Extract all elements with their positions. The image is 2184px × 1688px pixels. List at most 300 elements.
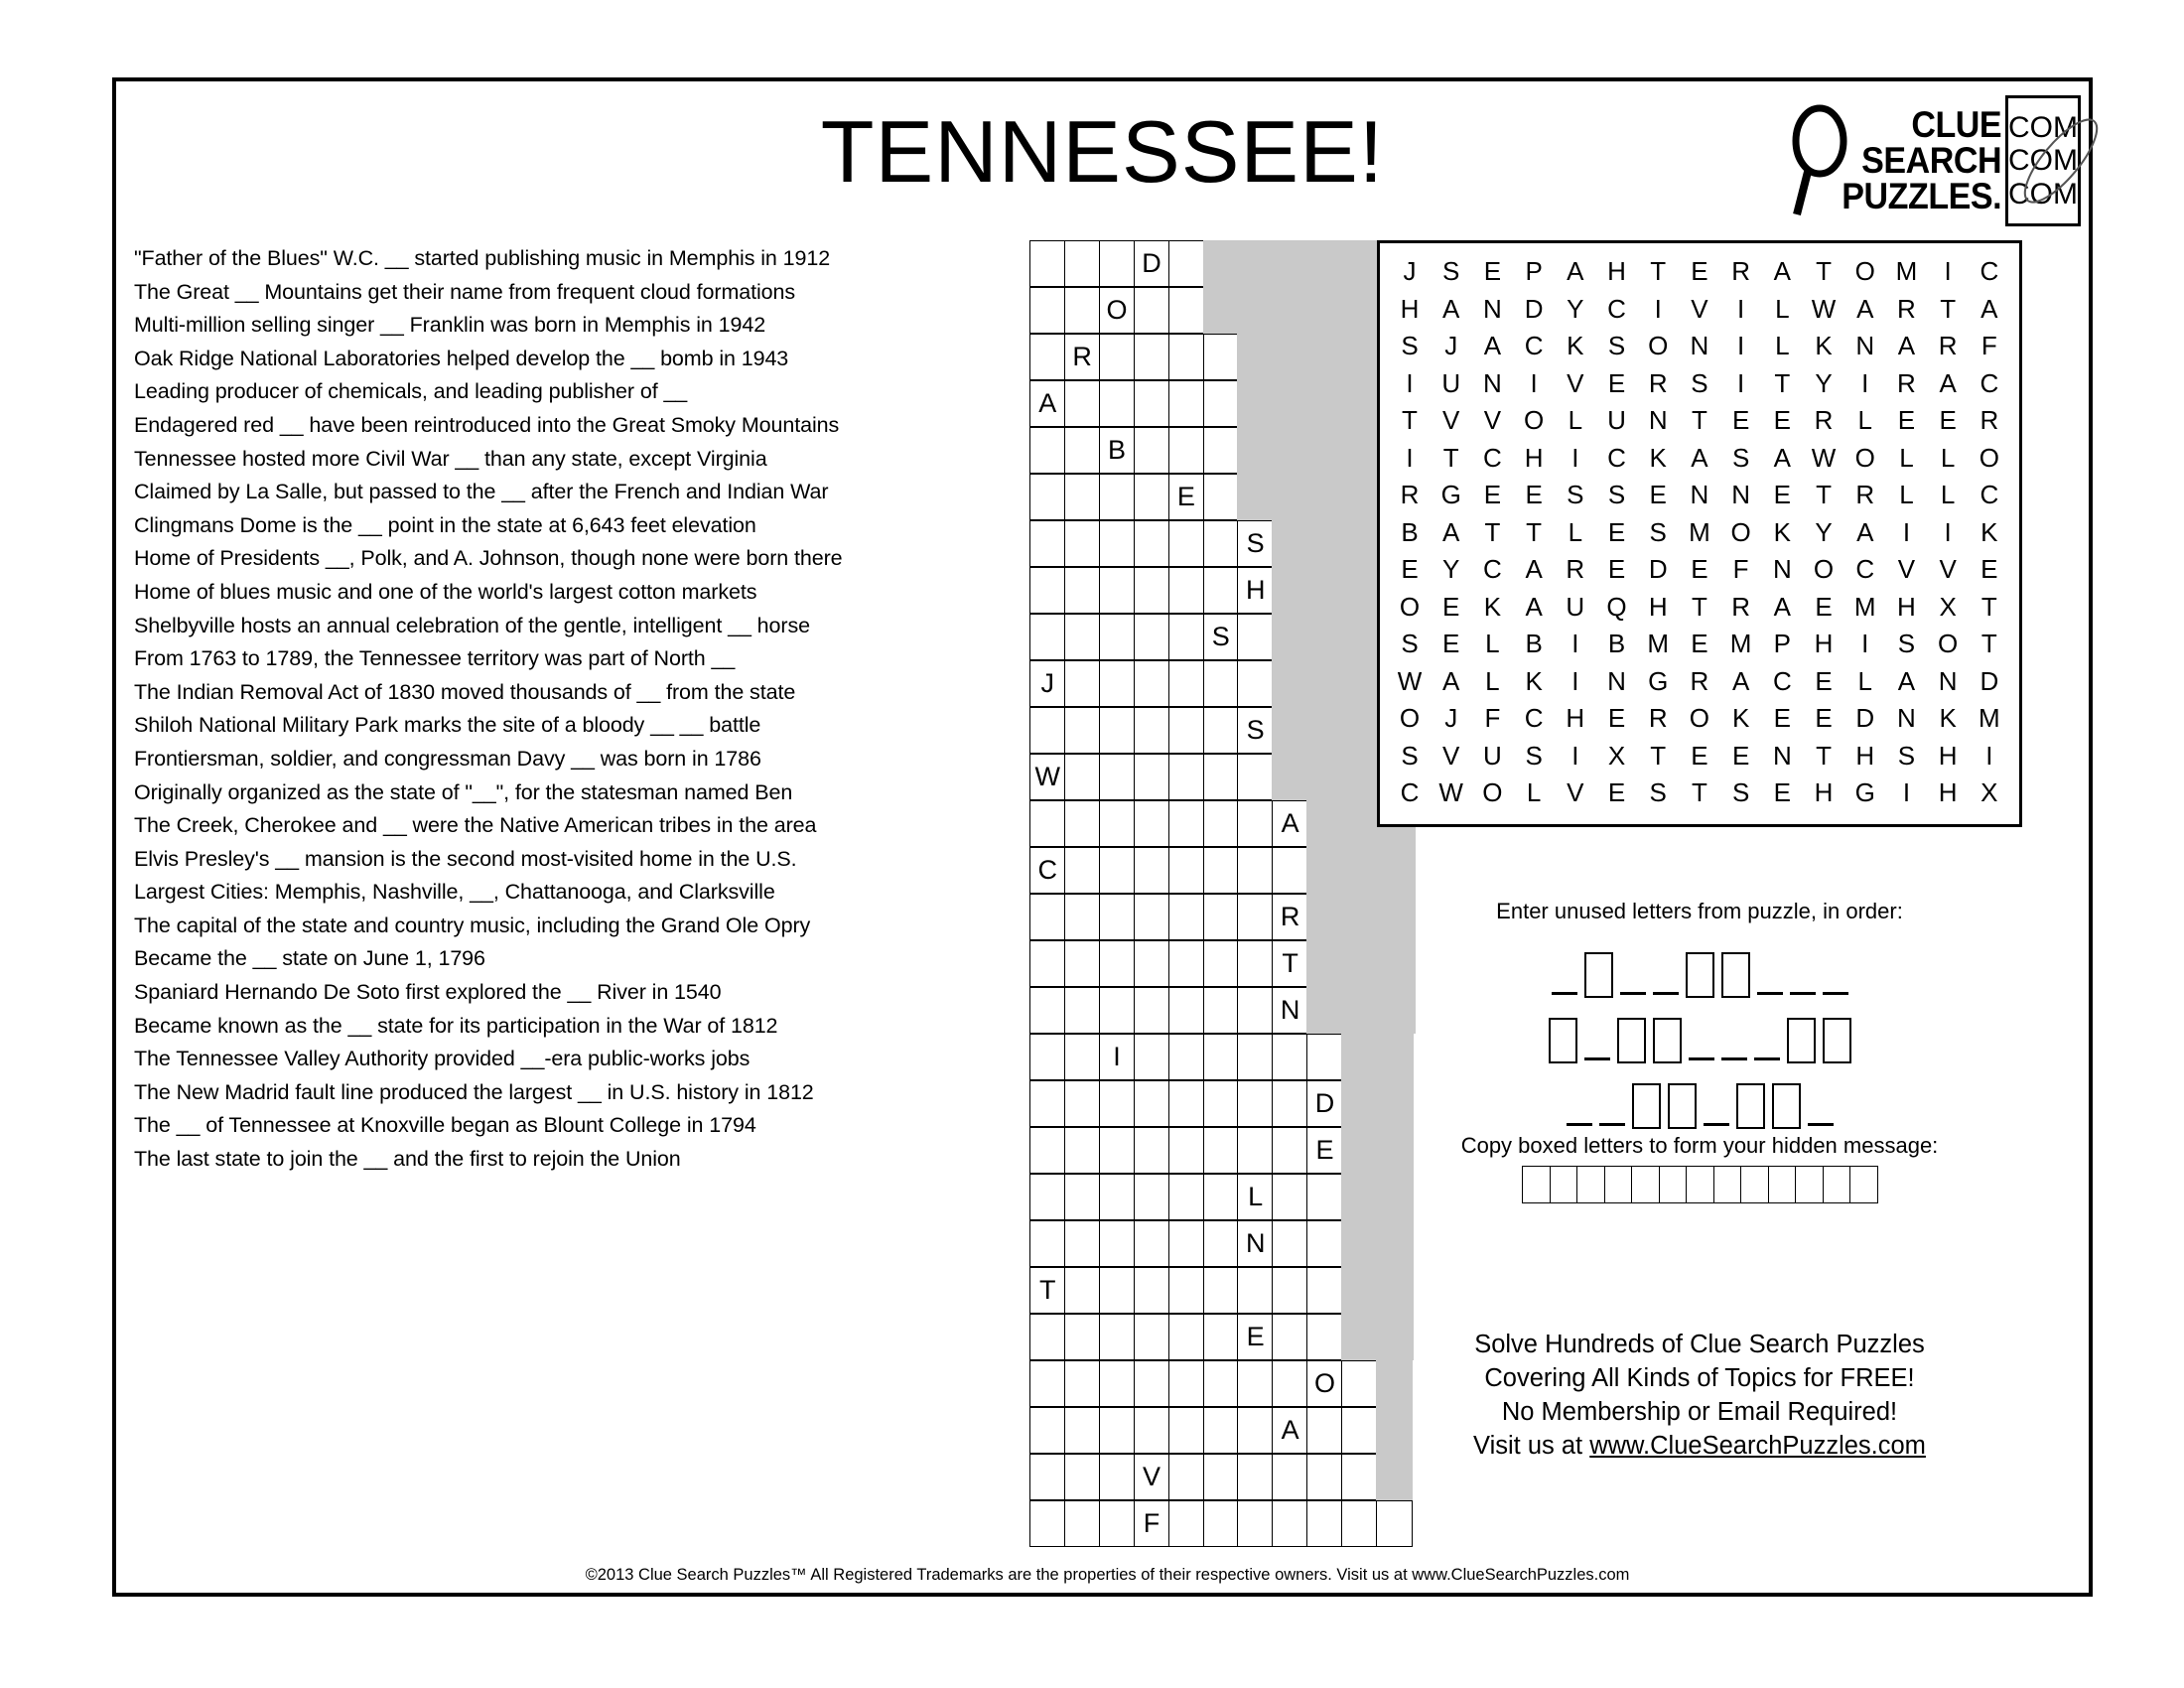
crossword-cell[interactable]: [1134, 474, 1170, 520]
unused-letter-boxed-slot[interactable]: [1721, 952, 1750, 998]
word-search-grid[interactable]: [1377, 240, 2022, 827]
crossword-cell[interactable]: [1203, 894, 1240, 940]
crossword-cell[interactable]: E: [1168, 474, 1205, 520]
word-search-letter[interactable]: L: [1899, 442, 1914, 473]
word-search-letter[interactable]: O: [1648, 331, 1669, 361]
word-search-letter[interactable]: E: [1607, 703, 1626, 734]
crossword-cell[interactable]: [1306, 1454, 1343, 1500]
word-search-letter[interactable]: E: [1815, 703, 1833, 734]
word-search-letter[interactable]: A: [1773, 256, 1791, 287]
crossword-cell[interactable]: [1064, 427, 1101, 474]
hidden-message-cell[interactable]: [1823, 1166, 1851, 1203]
word-search-letter[interactable]: N: [1772, 740, 1792, 771]
crossword-cell[interactable]: V: [1134, 1454, 1170, 1500]
unused-letter-blank-slot[interactable]: [1823, 992, 1848, 995]
word-search-letter[interactable]: N: [1690, 480, 1709, 510]
crossword-cell[interactable]: [1168, 800, 1205, 847]
word-search-letter[interactable]: L: [1857, 665, 1872, 696]
word-search-letter[interactable]: C: [1483, 442, 1502, 473]
crossword-cell[interactable]: [1306, 1267, 1343, 1314]
word-search-letter[interactable]: W: [1438, 777, 1463, 808]
word-search-letter[interactable]: M: [1689, 516, 1710, 547]
crossword-cell[interactable]: [1064, 287, 1101, 334]
crossword-cell[interactable]: [1134, 800, 1170, 847]
crossword-cell[interactable]: [1099, 1220, 1136, 1267]
word-search-letter[interactable]: E: [1691, 256, 1708, 287]
crossword-cell[interactable]: [1134, 1314, 1170, 1360]
crossword-cell[interactable]: [1029, 427, 1066, 474]
crossword-cell[interactable]: [1064, 1080, 1101, 1127]
word-search-letter[interactable]: A: [1773, 591, 1791, 622]
crossword-cell[interactable]: [1272, 1267, 1308, 1314]
crossword-grid[interactable]: [1029, 240, 1421, 1547]
word-search-letter[interactable]: E: [1773, 405, 1791, 436]
word-search-letter[interactable]: P: [1525, 256, 1543, 287]
crossword-cell[interactable]: [1029, 1500, 1066, 1547]
crossword-cell[interactable]: [1064, 520, 1101, 567]
crossword-cell[interactable]: [1134, 427, 1170, 474]
unused-letter-boxed-slot[interactable]: [1668, 1083, 1697, 1129]
word-search-letter[interactable]: B: [1525, 629, 1543, 659]
unused-letter-blank-slot[interactable]: [1552, 992, 1577, 995]
word-search-letter[interactable]: I: [1861, 629, 1869, 659]
word-search-letter[interactable]: U: [1566, 591, 1585, 622]
crossword-cell[interactable]: [1168, 660, 1205, 707]
word-search-letter[interactable]: C: [1979, 367, 1999, 398]
word-search-letter[interactable]: R: [1814, 405, 1834, 436]
word-search-letter[interactable]: R: [1400, 480, 1420, 510]
word-search-letter[interactable]: E: [1483, 480, 1502, 510]
word-search-letter[interactable]: E: [1897, 405, 1916, 436]
word-search-letter[interactable]: C: [1979, 256, 1999, 287]
crossword-cell[interactable]: [1272, 1314, 1308, 1360]
word-search-letter[interactable]: V: [1442, 740, 1460, 771]
crossword-cell[interactable]: R: [1064, 334, 1101, 380]
word-search-letter[interactable]: E: [1773, 777, 1791, 808]
word-search-letter[interactable]: S: [1731, 777, 1750, 808]
crossword-cell[interactable]: [1134, 1220, 1170, 1267]
crossword-cell[interactable]: [1064, 1034, 1101, 1080]
word-search-letter[interactable]: R: [1731, 256, 1751, 287]
word-search-letter[interactable]: T: [1484, 516, 1501, 547]
word-search-letter[interactable]: S: [1525, 740, 1543, 771]
crossword-cell[interactable]: [1272, 847, 1308, 894]
word-search-letter[interactable]: O: [1979, 442, 1999, 473]
crossword-cell[interactable]: [1203, 380, 1240, 427]
crossword-cell[interactable]: E: [1237, 1314, 1274, 1360]
unused-letter-blank-slot[interactable]: [1653, 992, 1679, 995]
word-search-letter[interactable]: I: [1406, 367, 1414, 398]
crossword-cell[interactable]: O: [1306, 1360, 1343, 1407]
word-search-letter[interactable]: S: [1442, 256, 1460, 287]
word-search-letter[interactable]: A: [1442, 516, 1460, 547]
crossword-cell[interactable]: [1099, 1454, 1136, 1500]
crossword-cell[interactable]: [1134, 894, 1170, 940]
crossword-cell[interactable]: [1237, 660, 1274, 707]
crossword-cell[interactable]: [1099, 1267, 1136, 1314]
crossword-cell[interactable]: [1341, 1454, 1378, 1500]
word-search-letter[interactable]: M: [1729, 629, 1752, 659]
crossword-cell[interactable]: [1203, 1454, 1240, 1500]
word-search-letter[interactable]: X: [1607, 740, 1626, 771]
crossword-cell[interactable]: [1134, 334, 1170, 380]
word-search-letter[interactable]: T: [1691, 591, 1707, 622]
word-search-letter[interactable]: B: [1401, 516, 1419, 547]
word-search-letter[interactable]: E: [1731, 405, 1750, 436]
crossword-cell[interactable]: [1099, 520, 1136, 567]
crossword-cell[interactable]: [1306, 1174, 1343, 1220]
crossword-cell[interactable]: [1237, 894, 1274, 940]
crossword-cell[interactable]: [1341, 1500, 1378, 1547]
crossword-cell[interactable]: [1237, 847, 1274, 894]
word-search-letter[interactable]: E: [1401, 554, 1419, 585]
crossword-cell[interactable]: [1237, 940, 1274, 987]
crossword-cell[interactable]: [1099, 1127, 1136, 1174]
crossword-cell[interactable]: [1272, 1127, 1308, 1174]
crossword-cell[interactable]: [1064, 707, 1101, 754]
word-search-letter[interactable]: C: [1607, 293, 1626, 324]
crossword-cell[interactable]: [1099, 1407, 1136, 1454]
word-search-letter[interactable]: I: [1571, 740, 1579, 771]
word-search-letter[interactable]: V: [1442, 405, 1460, 436]
crossword-cell[interactable]: [1203, 660, 1240, 707]
word-search-letter[interactable]: A: [1939, 367, 1957, 398]
crossword-cell[interactable]: [1064, 1220, 1101, 1267]
word-search-letter[interactable]: I: [1902, 777, 1911, 808]
crossword-cell[interactable]: D: [1306, 1080, 1343, 1127]
crossword-cell[interactable]: [1168, 1407, 1205, 1454]
word-search-letter[interactable]: F: [1484, 703, 1501, 734]
word-search-letter[interactable]: E: [1607, 516, 1626, 547]
crossword-cell[interactable]: E: [1306, 1127, 1343, 1174]
crossword-cell[interactable]: [1168, 614, 1205, 660]
word-search-letter[interactable]: T: [1980, 629, 1997, 659]
word-search-letter[interactable]: N: [1772, 554, 1792, 585]
word-search-letter[interactable]: S: [1897, 740, 1916, 771]
unused-letter-boxed-slot[interactable]: [1632, 1083, 1661, 1129]
crossword-cell[interactable]: [1064, 800, 1101, 847]
word-search-letter[interactable]: N: [1690, 331, 1709, 361]
word-search-letter[interactable]: C: [1607, 442, 1626, 473]
crossword-cell[interactable]: [1306, 1500, 1343, 1547]
crossword-cell[interactable]: [1029, 520, 1066, 567]
word-search-letter[interactable]: C: [1772, 665, 1792, 696]
crossword-cell[interactable]: [1029, 1174, 1066, 1220]
word-search-letter[interactable]: U: [1607, 405, 1626, 436]
unused-letter-blank-slot[interactable]: [1790, 992, 1816, 995]
crossword-cell[interactable]: [1203, 1034, 1240, 1080]
word-search-letter[interactable]: D: [1855, 703, 1875, 734]
word-search-letter[interactable]: O: [1854, 442, 1875, 473]
crossword-cell[interactable]: [1203, 847, 1240, 894]
crossword-cell[interactable]: [1168, 707, 1205, 754]
word-search-letter[interactable]: X: [1939, 591, 1957, 622]
crossword-cell[interactable]: [1099, 1080, 1136, 1127]
crossword-cell[interactable]: [1306, 1034, 1343, 1080]
word-search-letter[interactable]: E: [1980, 554, 1998, 585]
word-search-letter[interactable]: Q: [1606, 591, 1627, 622]
crossword-cell[interactable]: N: [1272, 987, 1308, 1034]
unused-letter-boxed-slot[interactable]: [1787, 1018, 1816, 1063]
crossword-cell[interactable]: [1099, 707, 1136, 754]
word-search-letter[interactable]: H: [1566, 703, 1585, 734]
crossword-cell[interactable]: [1134, 287, 1170, 334]
word-search-letter[interactable]: S: [1731, 442, 1750, 473]
word-search-letter[interactable]: O: [1399, 703, 1421, 734]
crossword-cell[interactable]: [1064, 1454, 1101, 1500]
word-search-letter[interactable]: R: [1897, 367, 1916, 398]
crossword-cell[interactable]: [1237, 614, 1274, 660]
word-search-letter[interactable]: E: [1691, 629, 1708, 659]
crossword-cell[interactable]: [1064, 660, 1101, 707]
crossword-cell[interactable]: J: [1029, 660, 1066, 707]
word-search-letter[interactable]: H: [1897, 591, 1916, 622]
crossword-cell[interactable]: [1168, 240, 1205, 287]
crossword-cell[interactable]: [1134, 520, 1170, 567]
word-search-letter[interactable]: Y: [1815, 367, 1833, 398]
crossword-cell[interactable]: [1237, 1127, 1274, 1174]
word-search-letter[interactable]: R: [1648, 367, 1668, 398]
crossword-cell[interactable]: [1237, 1034, 1274, 1080]
word-search-letter[interactable]: H: [1938, 777, 1958, 808]
crossword-cell[interactable]: [1134, 1127, 1170, 1174]
word-search-letter[interactable]: S: [1567, 480, 1584, 510]
crossword-cell[interactable]: [1203, 567, 1240, 614]
word-search-letter[interactable]: W: [1811, 442, 1837, 473]
crossword-cell[interactable]: [1272, 1034, 1308, 1080]
word-search-letter[interactable]: S: [1607, 331, 1626, 361]
crossword-cell[interactable]: [1237, 1407, 1274, 1454]
crossword-cell[interactable]: [1029, 1034, 1066, 1080]
word-search-letter[interactable]: A: [1525, 591, 1543, 622]
word-search-letter[interactable]: H: [1400, 293, 1420, 324]
unused-letter-boxed-slot[interactable]: [1736, 1083, 1765, 1129]
word-search-letter[interactable]: A: [1442, 293, 1460, 324]
crossword-cell[interactable]: C: [1029, 847, 1066, 894]
word-search-letter[interactable]: C: [1979, 480, 1999, 510]
crossword-cell[interactable]: [1099, 754, 1136, 800]
crossword-cell[interactable]: [1306, 1220, 1343, 1267]
crossword-cell[interactable]: [1168, 1267, 1205, 1314]
unused-letter-boxed-slot[interactable]: [1772, 1083, 1801, 1129]
crossword-cell[interactable]: [1099, 894, 1136, 940]
word-search-letter[interactable]: E: [1731, 740, 1750, 771]
word-search-letter[interactable]: I: [1902, 516, 1911, 547]
crossword-cell[interactable]: [1064, 1127, 1101, 1174]
word-search-letter[interactable]: O: [1938, 629, 1959, 659]
crossword-cell[interactable]: [1203, 474, 1240, 520]
crossword-cell[interactable]: [1099, 660, 1136, 707]
crossword-cell[interactable]: [1168, 754, 1205, 800]
crossword-cell[interactable]: [1203, 1267, 1240, 1314]
word-search-letter[interactable]: E: [1649, 480, 1667, 510]
crossword-cell[interactable]: [1203, 1220, 1240, 1267]
word-search-letter[interactable]: K: [1525, 665, 1543, 696]
word-search-letter[interactable]: L: [1899, 480, 1914, 510]
crossword-cell[interactable]: [1064, 474, 1101, 520]
crossword-cell[interactable]: [1099, 940, 1136, 987]
word-search-letter[interactable]: L: [1526, 777, 1542, 808]
crossword-cell[interactable]: [1029, 614, 1066, 660]
crossword-cell[interactable]: [1029, 240, 1066, 287]
word-search-letter[interactable]: I: [1571, 665, 1579, 696]
word-search-letter[interactable]: A: [1856, 516, 1874, 547]
word-search-letter[interactable]: H: [1648, 591, 1668, 622]
word-search-letter[interactable]: E: [1815, 665, 1833, 696]
hidden-message-cell[interactable]: [1740, 1166, 1769, 1203]
word-search-letter[interactable]: I: [1530, 367, 1538, 398]
unused-letter-blank-slot[interactable]: [1599, 1123, 1625, 1126]
crossword-cell[interactable]: [1029, 894, 1066, 940]
crossword-cell[interactable]: A: [1272, 800, 1308, 847]
word-search-letter[interactable]: K: [1567, 331, 1584, 361]
unused-letter-blank-slot[interactable]: [1689, 1057, 1714, 1060]
word-search-letter[interactable]: I: [1737, 293, 1745, 324]
word-search-letter[interactable]: L: [1485, 629, 1500, 659]
unused-letter-blank-slot[interactable]: [1620, 992, 1646, 995]
word-search-letter[interactable]: S: [1401, 740, 1419, 771]
crossword-cell[interactable]: [1099, 614, 1136, 660]
crossword-cell[interactable]: [1029, 987, 1066, 1034]
crossword-cell[interactable]: [1168, 380, 1205, 427]
crossword-cell[interactable]: [1168, 1500, 1205, 1547]
crossword-cell[interactable]: I: [1099, 1034, 1136, 1080]
word-search-letter[interactable]: L: [1568, 405, 1583, 436]
word-search-letter[interactable]: E: [1607, 777, 1626, 808]
hidden-message-cell[interactable]: [1576, 1166, 1605, 1203]
unused-letter-blank-slot[interactable]: [1757, 992, 1783, 995]
unused-letter-blank-slot[interactable]: [1704, 1123, 1729, 1126]
crossword-cell[interactable]: [1099, 380, 1136, 427]
crossword-cell[interactable]: [1203, 707, 1240, 754]
crossword-cell[interactable]: [1168, 987, 1205, 1034]
word-search-letter[interactable]: Y: [1815, 516, 1833, 547]
word-search-letter[interactable]: I: [1406, 442, 1414, 473]
crossword-cell[interactable]: [1064, 894, 1101, 940]
unused-letter-blank-slot[interactable]: [1754, 1057, 1780, 1060]
crossword-cell[interactable]: [1203, 1500, 1240, 1547]
crossword-cell[interactable]: S: [1203, 614, 1240, 660]
word-search-letter[interactable]: S: [1691, 367, 1708, 398]
unused-letter-boxed-slot[interactable]: [1653, 1018, 1682, 1063]
word-search-letter[interactable]: N: [1648, 405, 1668, 436]
crossword-cell[interactable]: [1134, 1360, 1170, 1407]
crossword-cell[interactable]: [1203, 1314, 1240, 1360]
word-search-letter[interactable]: T: [1774, 367, 1791, 398]
word-search-letter[interactable]: R: [1897, 293, 1916, 324]
crossword-cell[interactable]: A: [1272, 1407, 1308, 1454]
hidden-message-cell[interactable]: [1849, 1166, 1878, 1203]
crossword-cell[interactable]: [1134, 754, 1170, 800]
word-search-letter[interactable]: I: [1944, 256, 1952, 287]
word-search-letter[interactable]: T: [1816, 480, 1832, 510]
crossword-cell[interactable]: [1203, 1174, 1240, 1220]
crossword-cell[interactable]: [1168, 1034, 1205, 1080]
crossword-cell[interactable]: [1272, 1454, 1308, 1500]
crossword-cell[interactable]: [1376, 1500, 1413, 1547]
word-search-letter[interactable]: M: [1895, 256, 1918, 287]
word-search-letter[interactable]: A: [1897, 331, 1916, 361]
crossword-cell[interactable]: [1099, 240, 1136, 287]
word-search-letter[interactable]: E: [1607, 554, 1626, 585]
word-search-letter[interactable]: V: [1939, 554, 1957, 585]
hidden-message-cell[interactable]: [1550, 1166, 1578, 1203]
word-search-letter[interactable]: C: [1524, 703, 1544, 734]
crossword-cell[interactable]: [1203, 754, 1240, 800]
word-search-letter[interactable]: S: [1897, 629, 1916, 659]
crossword-cell[interactable]: [1203, 427, 1240, 474]
word-search-letter[interactable]: G: [1854, 777, 1875, 808]
crossword-cell[interactable]: [1134, 1034, 1170, 1080]
crossword-cell[interactable]: W: [1029, 754, 1066, 800]
word-search-letter[interactable]: U: [1483, 740, 1502, 771]
crossword-cell[interactable]: [1099, 1314, 1136, 1360]
crossword-cell[interactable]: [1168, 1360, 1205, 1407]
crossword-cell[interactable]: [1064, 240, 1101, 287]
crossword-cell[interactable]: [1029, 287, 1066, 334]
word-search-letter[interactable]: Y: [1442, 554, 1460, 585]
word-search-letter[interactable]: L: [1940, 480, 1956, 510]
crossword-cell[interactable]: [1029, 334, 1066, 380]
word-search-letter[interactable]: K: [1731, 703, 1750, 734]
word-search-letter[interactable]: W: [1397, 665, 1423, 696]
word-search-letter[interactable]: A: [1773, 442, 1791, 473]
word-search-letter[interactable]: P: [1773, 629, 1791, 659]
crossword-cell[interactable]: [1064, 1360, 1101, 1407]
crossword-cell[interactable]: [1168, 1174, 1205, 1220]
crossword-cell[interactable]: [1203, 800, 1240, 847]
crossword-cell[interactable]: [1272, 1080, 1308, 1127]
crossword-cell[interactable]: [1237, 987, 1274, 1034]
crossword-cell[interactable]: [1237, 754, 1274, 800]
word-search-letter[interactable]: I: [1737, 331, 1745, 361]
word-search-letter[interactable]: I: [1654, 293, 1662, 324]
word-search-letter[interactable]: U: [1441, 367, 1461, 398]
word-search-letter[interactable]: N: [1483, 293, 1502, 324]
unused-letters-lines[interactable]: [1377, 932, 2022, 1129]
word-search-letter[interactable]: K: [1815, 331, 1833, 361]
word-search-letter[interactable]: V: [1897, 554, 1916, 585]
word-search-letter[interactable]: H: [1814, 777, 1834, 808]
word-search-letter[interactable]: T: [1442, 442, 1459, 473]
word-search-letter[interactable]: T: [1816, 256, 1832, 287]
word-search-letter[interactable]: V: [1691, 293, 1708, 324]
word-search-letter[interactable]: L: [1775, 293, 1790, 324]
crossword-cell[interactable]: [1272, 1220, 1308, 1267]
word-search-letter[interactable]: F: [1732, 554, 1749, 585]
word-search-letter[interactable]: K: [1483, 591, 1502, 622]
crossword-cell[interactable]: [1134, 567, 1170, 614]
word-search-letter[interactable]: D: [1524, 293, 1544, 324]
word-search-letter[interactable]: C: [1524, 331, 1544, 361]
word-search-letter[interactable]: E: [1442, 591, 1460, 622]
unused-letter-boxed-slot[interactable]: [1686, 952, 1714, 998]
word-search-letter[interactable]: S: [1649, 516, 1667, 547]
word-search-letter[interactable]: O: [1689, 703, 1710, 734]
word-search-letter[interactable]: B: [1607, 629, 1626, 659]
hidden-message-cell[interactable]: [1604, 1166, 1633, 1203]
crossword-cell[interactable]: H: [1237, 567, 1274, 614]
crossword-cell[interactable]: [1099, 474, 1136, 520]
word-search-letter[interactable]: R: [1979, 405, 1999, 436]
word-search-letter[interactable]: D: [1979, 665, 1999, 696]
word-search-letter[interactable]: E: [1773, 703, 1791, 734]
crossword-cell[interactable]: [1168, 427, 1205, 474]
crossword-cell[interactable]: S: [1237, 707, 1274, 754]
crossword-cell[interactable]: [1134, 614, 1170, 660]
word-search-letter[interactable]: I: [1737, 367, 1745, 398]
word-search-letter[interactable]: X: [1980, 777, 1998, 808]
